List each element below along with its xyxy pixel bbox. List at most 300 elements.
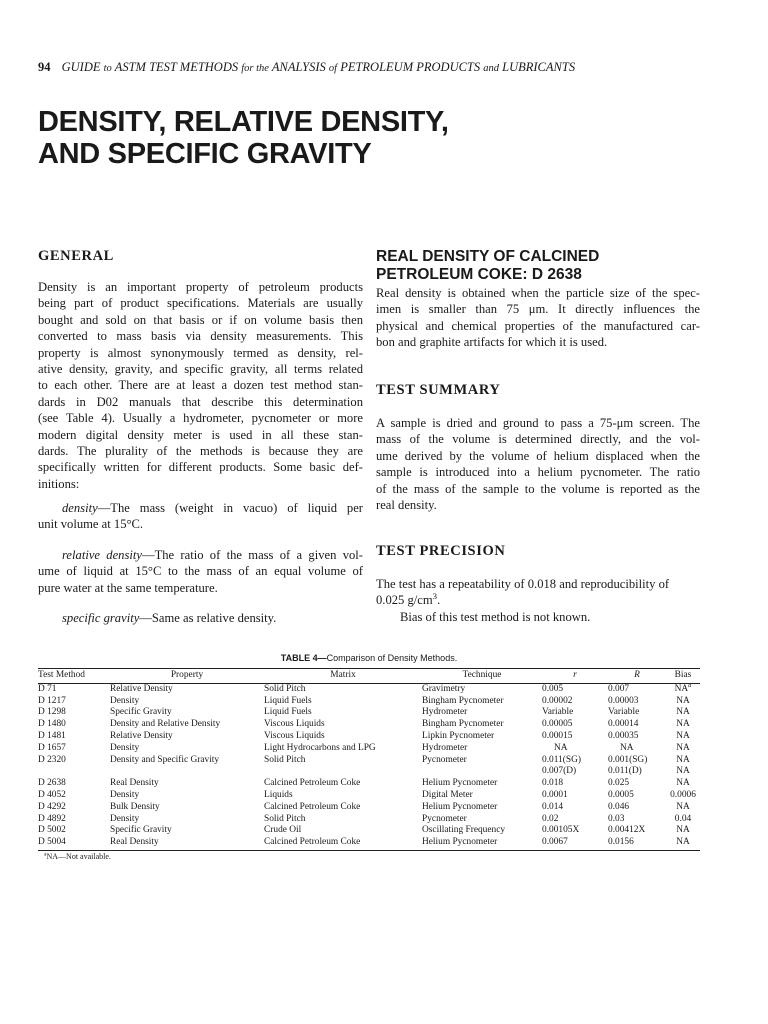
table-cell-text: 0.001(SG) [608, 754, 648, 765]
table-cell [422, 707, 542, 719]
table-cell [666, 825, 700, 837]
table-header-cell: Matrix [264, 669, 422, 684]
table-cell [542, 683, 608, 695]
table-cell-text: 0.014 [542, 801, 564, 812]
table-cell [422, 825, 542, 837]
table-cell [666, 707, 700, 719]
precision-period: . [437, 593, 441, 608]
table-cell-text: NA [676, 766, 690, 777]
table-caption-text: Comparison of Density Methods. [326, 653, 458, 663]
table-row [38, 719, 700, 731]
table-cell [542, 814, 608, 826]
table-cell-text: Density [110, 695, 140, 706]
table-cell-text: Variable [542, 707, 574, 718]
table-cell-text: Helium Pycnometer [422, 801, 498, 812]
table-cell [666, 696, 700, 708]
table-cell-text: 0.00015 [542, 730, 573, 741]
precision-unit-sup: 3 [432, 591, 438, 602]
table-cell-text: Solid Pitch [264, 683, 306, 694]
table-cell [608, 790, 666, 802]
table-cell [542, 778, 608, 790]
table-header-cell: Property [110, 669, 264, 684]
real-density-body [376, 285, 700, 351]
running-head-part: PETROLEUM PRODUCTS [337, 60, 484, 74]
table-cell-text: Liquid Fuels [264, 695, 312, 706]
definition-item [38, 547, 363, 596]
definition-line [38, 610, 363, 626]
table-cell [542, 731, 608, 743]
page-title [38, 106, 738, 170]
page-number: 94 [38, 60, 51, 74]
table-header-cell: Bias [666, 669, 700, 684]
table-cell-text: Relative Density [110, 730, 173, 741]
table-cell [666, 719, 700, 731]
table-cell-text: NA [554, 742, 568, 753]
general-paragraph [38, 279, 363, 492]
table-cell [38, 778, 110, 790]
table-cell [38, 814, 110, 826]
table-cell-text: D 4892 [38, 813, 66, 824]
table-cell [110, 755, 264, 767]
table-cell-text: NA [676, 719, 690, 730]
table-cell-text: Helium Pycnometer [422, 778, 498, 789]
text-line: to each other. There are at least a dozen test method stan- [38, 378, 363, 393]
table-cell-text: D 5004 [38, 837, 66, 848]
definition-item [38, 500, 363, 533]
table-row [38, 766, 700, 778]
table-caption [38, 653, 700, 663]
table-cell-text: 0.046 [608, 801, 630, 812]
test-precision-body [376, 576, 700, 625]
definition-text: ume of liquid at 15°C to the mass of an equal volume of [38, 564, 363, 579]
table-cell-text: NA [676, 825, 690, 836]
running-head-part: ANALYSIS [268, 60, 329, 74]
table-cell-text: 0.00005 [542, 719, 573, 730]
table-cell-text: 0.00014 [608, 719, 639, 730]
definition-text: —Same as relative density. [139, 611, 277, 626]
table-header-cell: R [608, 669, 666, 684]
definition-text: pure water at the same temperature. [38, 580, 218, 595]
table-cell [264, 743, 422, 755]
table-cell-text: 0.00002 [542, 695, 573, 706]
table-cell-text: 0.0005 [608, 789, 634, 800]
running-head-part: LUBRICANTS [499, 60, 576, 74]
table-cell-text: Hydrometer [422, 707, 468, 718]
real-density-heading [376, 248, 706, 284]
running-head-title [62, 60, 575, 74]
table-cell [608, 696, 666, 708]
test-summary-paragraph [376, 415, 700, 513]
table-cell [666, 731, 700, 743]
table-cell [264, 683, 422, 695]
table-cell-text: Oscillating Frequency [422, 825, 506, 836]
definition-line [38, 516, 363, 532]
table-cell-text: Lipkin Pycnometer [422, 730, 495, 741]
table-footnote [44, 852, 111, 861]
table-cell [422, 802, 542, 814]
table-cell [264, 719, 422, 731]
table-cell-text: NA [676, 778, 690, 789]
table-cell-text: Real Density [110, 778, 159, 789]
title-line-1: DENSITY, RELATIVE DENSITY, [38, 106, 449, 138]
table-cell-text: Viscous Liquids [264, 730, 325, 741]
table-cell-text: Density [110, 742, 140, 753]
table-cell-text: NA [676, 837, 690, 848]
table-cell [264, 837, 422, 850]
table-row [38, 731, 700, 743]
table-cell-text: 0.011(SG) [542, 754, 581, 765]
table-cell-text: 0.007(D) [542, 766, 577, 777]
test-precision-heading: TEST PRECISION [376, 543, 506, 559]
general-body [38, 279, 363, 492]
table-cell-text: 0.00105X [542, 825, 580, 836]
density-methods-table [38, 668, 700, 851]
definition-text: unit volume at 15°C. [38, 517, 144, 532]
text-line: physical and chemical properties of the manufactured car- [376, 318, 700, 333]
table-cell [608, 719, 666, 731]
text-line: bon and graphite artifacts for which it is used. [376, 335, 608, 350]
text-line: dards. The plurality of the methods is because they are [38, 444, 363, 459]
text-line: converted to mass basis via density measurements. This [38, 329, 363, 344]
test-summary-heading: TEST SUMMARY [376, 382, 501, 398]
text-line: of the mass of the sample to the volume is reported as the [376, 481, 700, 496]
table-cell [422, 719, 542, 731]
text-line: modern digital density meter is used in all these stan- [38, 427, 363, 442]
table-cell-text: Relative Density [110, 683, 173, 694]
table-cell [666, 814, 700, 826]
definition-term: density [62, 501, 98, 515]
table-cell [422, 743, 542, 755]
table-cell-text: Solid Pitch [264, 754, 306, 765]
real-density-heading-line-2: PETROLEUM COKE: D 2638 [376, 266, 582, 283]
table-cell-text: Density and Specific Gravity [110, 754, 220, 765]
table-cell-text: D 4292 [38, 801, 66, 812]
table-row [38, 683, 700, 695]
table-cell [608, 814, 666, 826]
table-cell [110, 790, 264, 802]
table-cell [38, 755, 110, 767]
table-cell-text: Digital Meter [422, 789, 473, 800]
table-cell [666, 790, 700, 802]
definition-line [38, 500, 363, 516]
table-cell [608, 825, 666, 837]
table-cell [264, 814, 422, 826]
table-cell [542, 837, 608, 850]
table-cell [542, 755, 608, 767]
table-cell [264, 825, 422, 837]
table-cell-text: Pycnometer [422, 754, 467, 765]
table-row [38, 814, 700, 826]
table-cell-text: Liquids [264, 789, 293, 800]
running-head-part: for the [241, 63, 269, 74]
table-cell-text: Specific Gravity [110, 707, 172, 718]
table-cell [666, 837, 700, 850]
table-row [38, 755, 700, 767]
table-cell-text: D 1298 [38, 707, 66, 718]
table-cell [110, 707, 264, 719]
table-cell [38, 837, 110, 850]
text-line: ative density, gravity, and specific gravity, all terms related [38, 362, 363, 377]
table-cell [38, 825, 110, 837]
text-line: imen is smaller than 75 μm. It directly influences the [376, 302, 700, 317]
table-cell-text: 0.02 [542, 813, 559, 824]
table-header-cell: Test Method [38, 669, 110, 684]
table-cell-text: D 1481 [38, 730, 66, 741]
table-cell-text: D 1217 [38, 695, 66, 706]
running-head-part: and [483, 63, 500, 74]
text-line: being part of product specifications. Materials are usually [38, 296, 363, 311]
table-cell-text: 0.0001 [542, 789, 568, 800]
table-cell [542, 707, 608, 719]
table-cell [110, 719, 264, 731]
table-row [38, 837, 700, 850]
table-header-cell: r [542, 669, 608, 684]
table-cell [608, 731, 666, 743]
table-cell-text: Specific Gravity [110, 825, 172, 836]
table-cell [264, 707, 422, 719]
table-cell [110, 778, 264, 790]
table-cell-text: Real Density [110, 837, 159, 848]
table-cell [608, 755, 666, 767]
text-line: mass of the volume is determined directly, and the vol- [376, 432, 700, 447]
table-cell [422, 755, 542, 767]
table-cell-text: Hydrometer [422, 742, 468, 753]
table-cell-text: NA [676, 730, 690, 741]
table-cell-text: Solid Pitch [264, 813, 306, 824]
table-cell [542, 766, 608, 778]
table-cell [38, 707, 110, 719]
precision-value: 0.025 g/cm [376, 593, 433, 608]
table-cell [542, 790, 608, 802]
precision-line-2 [376, 592, 700, 608]
running-head-part: of [328, 63, 338, 74]
definition-item [38, 610, 363, 626]
table-cell-text: Crude Oil [264, 825, 302, 836]
table-row [38, 790, 700, 802]
table-cell [666, 766, 700, 778]
table-cell [422, 837, 542, 850]
text-line: bought and sold on that basis or if on volume basis then [38, 312, 363, 327]
table-cell-text: 0.0006 [670, 789, 696, 800]
definition-text: —The ratio of the mass of a given vol- [141, 547, 363, 562]
table-cell [608, 802, 666, 814]
table-cell [422, 766, 542, 778]
definition-term: relative density [62, 547, 142, 562]
table-cell [608, 766, 666, 778]
text-line: dards in D02 manuals that describe this determination [38, 394, 363, 409]
table-cell-text: 0.005 [542, 683, 564, 694]
text-line: Density is an important property of petroleum products [38, 280, 363, 294]
text-line: initions: [38, 476, 80, 491]
table-cell-text: Liquid Fuels [264, 707, 312, 718]
table-cell-text: Calcined Petroleum Coke [264, 801, 361, 812]
text-line: property is almost synonymously termed as density, rel- [38, 345, 363, 360]
table-cell-text: 0.00035 [608, 730, 639, 741]
table-cell [542, 802, 608, 814]
table-cell-text: 0.04 [674, 813, 692, 824]
table-cell [264, 778, 422, 790]
table-header-cell: Technique [422, 669, 542, 684]
table-cell [422, 696, 542, 708]
table-cell [264, 790, 422, 802]
running-head-part: GUIDE [61, 60, 104, 74]
table-cell-text: 0.011(D) [608, 766, 642, 777]
table-cell [38, 743, 110, 755]
table-cell [110, 731, 264, 743]
table-cell-text: D 5002 [38, 825, 66, 836]
table-header-row [38, 669, 700, 684]
table-cell [422, 683, 542, 695]
text-line: specifically written for different products. Some basic def- [38, 460, 363, 475]
table-cell-text: Viscous Liquids [264, 719, 325, 730]
table-cell [264, 696, 422, 708]
table-cell [666, 743, 700, 755]
table-cell [422, 778, 542, 790]
title-line-2: AND SPECIFIC GRAVITY [38, 138, 372, 170]
definition-line [38, 563, 363, 579]
table-body [38, 683, 700, 850]
precision-line-1: The test has a repeatability of 0.018 and reproducibility of [376, 577, 670, 591]
table-cell [422, 790, 542, 802]
table-cell-text: D 1657 [38, 742, 66, 753]
table-cell-text: 0.007 [608, 683, 630, 694]
text-line: (see Table 4). Usually a hydrometer, pycnometer or more [38, 411, 363, 426]
text-line: A sample is dried and ground to pass a 75-μm screen. The [376, 416, 700, 430]
table-cell [38, 790, 110, 802]
table-cell [38, 766, 110, 778]
test-summary-body [376, 415, 700, 513]
table-row [38, 743, 700, 755]
text-line: Real density is obtained when the particle size of the spec- [376, 286, 700, 300]
table-cell-text: Pycnometer [422, 813, 467, 824]
table-cell-text: NA [674, 683, 689, 694]
table-cell [110, 766, 264, 778]
table-cell-text: NA [676, 695, 690, 706]
running-head-part: to [103, 63, 112, 74]
table-cell-text: 0.03 [608, 813, 625, 824]
table-cell-text: D 2638 [38, 778, 66, 789]
table-cell [666, 683, 700, 695]
table-cell [38, 802, 110, 814]
real-density-paragraph [376, 285, 700, 351]
running-head-part: ASTM TEST METHODS [111, 60, 242, 74]
table-cell-text: Bingham Pycnometer [422, 719, 504, 730]
table-cell-text: D 1480 [38, 719, 66, 730]
text-line: sample is introduced into a helium pycnometer. The ratio [376, 465, 700, 480]
table-cell [608, 683, 666, 695]
table-cell [608, 743, 666, 755]
table-cell [110, 837, 264, 850]
table-cell-text: NA [676, 742, 690, 753]
table-cell [38, 696, 110, 708]
table-cell [542, 696, 608, 708]
table-cell-text: 0.0067 [542, 837, 568, 848]
table-cell-text: D 2320 [38, 754, 66, 765]
footnote-reference: a [688, 681, 692, 689]
table-cell-text: Density [110, 813, 140, 824]
table-cell-text: 0.00003 [608, 695, 639, 706]
table-cell [110, 743, 264, 755]
definition-term: specific gravity [62, 611, 140, 626]
table-cell-text: NA [676, 707, 690, 718]
table-cell-text: Bingham Pycnometer [422, 695, 504, 706]
table-cell [666, 802, 700, 814]
table-cell-text: 0.00412X [608, 825, 646, 836]
table-cell [264, 766, 422, 778]
table-cell [666, 778, 700, 790]
definition-line [38, 580, 363, 596]
footnote-mark: a [44, 851, 47, 858]
table-cell [608, 837, 666, 850]
table-cell [110, 696, 264, 708]
table-cell-text: Calcined Petroleum Coke [264, 837, 361, 848]
table-row [38, 825, 700, 837]
footnote-text: NA—Not available. [46, 852, 111, 861]
table-row [38, 802, 700, 814]
table-cell-text: Variable [608, 707, 640, 718]
table-cell-text: Bulk Density [110, 801, 160, 812]
table-cell [422, 731, 542, 743]
table-cell-text: 0.018 [542, 778, 564, 789]
running-head [38, 60, 738, 75]
table-cell [608, 778, 666, 790]
table-cell-text: Helium Pycnometer [422, 837, 498, 848]
table-cell [38, 731, 110, 743]
table-cell [422, 814, 542, 826]
table-cell-text: NA [676, 801, 690, 812]
table-row [38, 778, 700, 790]
table-cell-text: NA [676, 754, 690, 765]
table-row [38, 707, 700, 719]
table-cell [542, 743, 608, 755]
table-cell [264, 755, 422, 767]
definition-list [38, 500, 363, 626]
table-cell-text: Calcined Petroleum Coke [264, 778, 361, 789]
table-cell [264, 802, 422, 814]
table-cell-text: D 4052 [38, 789, 66, 800]
table-cell [542, 825, 608, 837]
table-caption-label: TABLE 4— [280, 653, 327, 663]
general-heading: GENERAL [38, 248, 114, 264]
table-cell-text: Light Hydrocarbons and LPG [264, 742, 376, 753]
table-cell-text: D 71 [38, 683, 57, 694]
definition-text: —The mass (weight in vacuo) of liquid per [97, 501, 363, 515]
table-cell-text: Density [110, 789, 140, 800]
table-cell [110, 683, 264, 695]
table-cell [608, 707, 666, 719]
text-line: real density. [376, 498, 437, 513]
precision-line-3: Bias of this test method is not known. [400, 609, 591, 624]
table-cell [264, 731, 422, 743]
table-cell-text: Gravimetry [422, 683, 466, 694]
table-cell [542, 719, 608, 731]
table-cell [666, 755, 700, 767]
definition-line [38, 547, 363, 563]
table-cell-text: 0.0156 [608, 837, 634, 848]
table-row [38, 696, 700, 708]
table-cell [110, 802, 264, 814]
definitions [38, 500, 363, 626]
table-cell [38, 719, 110, 731]
table-cell [38, 683, 110, 695]
table-cell-text: 0.025 [608, 778, 630, 789]
table-cell-text: NA [620, 742, 634, 753]
real-density-heading-line-1: REAL DENSITY OF CALCINED [376, 248, 600, 265]
table-cell [110, 814, 264, 826]
table-cell-text: Density and Relative Density [110, 719, 221, 730]
text-line: ume derived by the volume of helium displaced when the [376, 448, 700, 463]
table-cell [110, 825, 264, 837]
